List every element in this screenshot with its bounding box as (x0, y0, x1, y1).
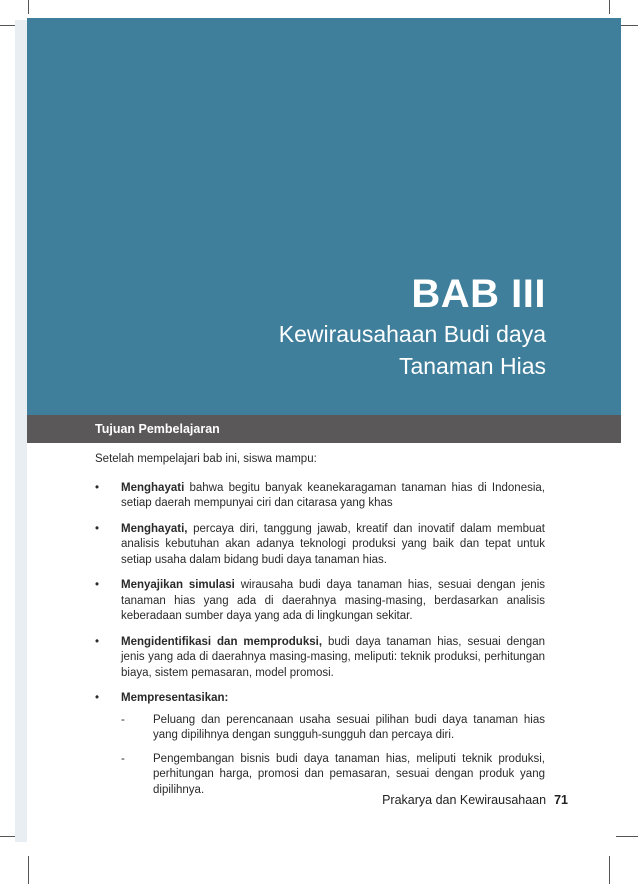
presentasi-item (121, 713, 545, 744)
page-number: 71 (554, 793, 568, 807)
objective-keyword: Menghayati, (121, 522, 188, 535)
section-bar (27, 415, 621, 443)
objective-item (95, 481, 545, 512)
objective-item (95, 578, 545, 625)
presentasi-text: Peluang dan perencanaan usaha sesuai pilihan budi daya tanaman hias yang dipilihnya dengan sungguh-sungguh dan percaya diri. (153, 713, 545, 741)
bullet-icon: • (95, 522, 100, 535)
objective-keyword: Mempresentasikan: (121, 692, 229, 704)
objective-item (95, 635, 545, 682)
crop-mark-bottom-right-v (609, 856, 610, 884)
objective-item (95, 691, 545, 798)
objective-text: percaya diri, tanggung jawab, kreatif dan inovatif dalam membuat analisis kebutuhan akan adanya teknologi produksi yang baik dan tepat untuk setiap usaha dalam bidang budi daya tanaman hias. (121, 522, 545, 566)
bullet-icon: • (95, 635, 100, 648)
section-bar-label: Tujuan Pembelajaran (95, 422, 220, 436)
dash-icon: - (121, 752, 125, 765)
presentasi-text: Pengembangan bisnis budi daya tanaman hias, meliputi teknik produksi, perhitungan harga, promosi dan pemasaran, sesuai dengan produk yang dipilihnya. (153, 752, 545, 796)
bullet-icon: • (95, 481, 100, 494)
crop-mark-top-right-v (609, 0, 610, 14)
bullet-icon: • (95, 692, 100, 704)
chapter-number: BAB III (411, 272, 546, 316)
crop-mark-top-left-v (28, 0, 29, 14)
objectives-content (95, 452, 545, 808)
objective-keyword: Menyajikan simulasi (121, 579, 235, 591)
chapter-title-line2: Tanaman Hias (398, 353, 546, 379)
objective-text: bahwa begitu banyak keanekaragaman tanaman hias di Indonesia, setiap daerah mempunyai ciri dan citarasa yang khas (121, 481, 545, 509)
objective-item (95, 522, 545, 569)
presentasi-item (121, 752, 545, 799)
objectives-list (95, 481, 545, 799)
chapter-title-line1: Kewirausahaan Budi daya (278, 321, 546, 347)
objective-keyword: Menghayati (121, 481, 185, 494)
presentasi-list (121, 713, 545, 799)
footer-book-title: Prakarya dan Kewirausahaan (382, 793, 547, 807)
bullet-icon: • (95, 579, 100, 591)
page-footer (382, 793, 568, 807)
objective-text: budi daya tanaman hias, sesuai dengan jenis yang ada di daerahnya masing-masing, meliputi: teknik produksi, perhitungan biaya, sistem pemasaran, model promosi. (121, 635, 545, 679)
intro-text: Setelah mempelajari bab ini, siswa mampu: (95, 453, 317, 465)
crop-mark-bottom-right-h (616, 836, 638, 837)
dash-icon: - (121, 713, 125, 726)
chapter-title (279, 318, 546, 382)
page-edge-strip (15, 20, 27, 842)
objective-keyword: Mengidentifikasi dan memproduksi, (121, 635, 323, 648)
objective-text: wirausaha budi daya tanaman hias, sesuai dengan jenis tanaman hias yang ada di daerahnya masing-masing, berdasarkan analisis keberadaan sumber daya yang ada di lingkungan sekitar. (121, 579, 545, 622)
crop-mark-bottom-left-v (28, 856, 29, 884)
